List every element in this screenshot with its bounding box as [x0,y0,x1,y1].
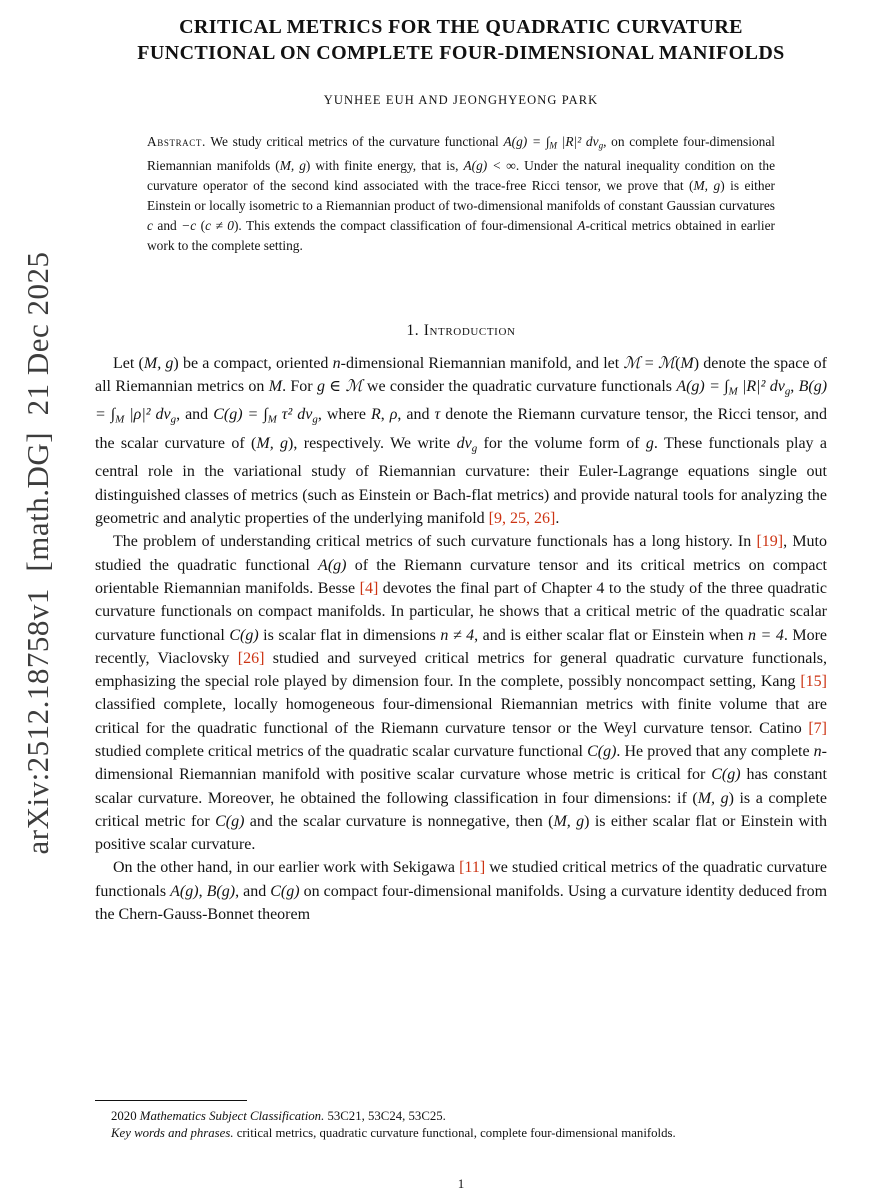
text-segment: M [115,413,125,426]
footnote-rule [95,1100,247,1101]
text-segment: has constant scalar curvature. Moreover, he obtained the following classification in four dimensions: if ( [95,766,827,807]
text-segment: On the other hand, in our earlier work with Sekigawa [113,859,460,877]
text-segment: . More recently, Viaclovsky [95,626,828,667]
footnote-msc [95,1108,827,1125]
text-segment: |R|² dv [737,377,785,395]
title-line-1: CRITICAL METRICS FOR THE QUADRATIC CURVATURE [179,16,743,38]
abstract-block [147,132,775,256]
text-segment: , [790,377,799,395]
text-segment: is scalar flat in dimensions [258,626,441,644]
text-segment: ℳ [623,354,641,372]
text-segment: , and [235,882,271,900]
text-segment: ) with finite energy, that is, [305,157,464,173]
text-segment: Let ( [113,354,144,372]
text-segment: τ² dv [276,406,313,424]
arxiv-stamp: arXiv:2512.18758v1 [math.DG] 21 Dec 2025 [20,251,55,855]
text-segment: M [680,354,694,372]
text-segment: of the Riemann curvature tensor and its critical metrics on compact orientable Riemannian manifolds. Besse [95,556,827,597]
text-segment: . For [282,377,317,395]
text-segment: M [728,385,738,398]
citation-link[interactable]: [4] [359,579,379,597]
text-segment: ). This extends the compact classification of four-dimensional [233,217,578,233]
text-segment: g ∈ ℳ [316,377,363,395]
citation-link[interactable]: [11] [459,859,486,877]
text-segment: . These functionals play a central role in the variational study of Riemannian curvature: their Euler-Lagrange equations single out distinguished classes of metrics (such as Einstein or Bach-flat metrics) and provide natural tools for analyzing the geometric and analytic properties of the underlying manifold [95,434,827,528]
title-line-2: FUNCTIONAL ON COMPLETE FOUR-DIMENSIONAL MANIFOLDS [137,42,785,65]
text-segment: 2020 [111,1109,140,1123]
text-segment: ρ [389,406,398,424]
text-segment: ) be a compact, oriented [173,354,333,372]
text-segment: A(g) = ∫ [676,377,729,395]
text-segment: M, g [693,177,721,193]
text-segment: ℳ [657,354,676,372]
text-segment: we consider the quadratic curvature functionals [362,377,677,395]
text-segment: studied and surveyed critical metrics for general quadratic curvature functionals, emphasizing the special role played by dimension four. In the complete, possibly noncompact setting, Kang [95,649,828,691]
text-segment: R [370,406,381,424]
footnote-block [95,1100,827,1141]
text-segment: B(g) [206,882,236,900]
text-segment: studied complete critical metrics of the quadratic scalar curvature functional [95,743,588,760]
authors-line: YUNHEE EUH AND JEONGHYEONG PARK [323,92,599,107]
text-segment: ) denote the space of all Riemannian metrics on [95,354,827,395]
text-segment: C(g) [270,882,300,900]
text-segment: denote the Riemann curvature tensor, the Ricci tensor, and the scalar curvature of ( [95,406,827,452]
text-segment: . [555,510,560,528]
text-segment: 53C21, 53C24, 53C25. [324,1109,446,1123]
abstract-text [147,134,775,253]
text-segment: , and is either scalar flat or Einstein when [474,626,749,644]
text-segment: −c [181,217,197,233]
text-segment: c [147,217,153,233]
text-segment: g [170,413,177,426]
text-segment: A(g) [170,882,199,900]
text-segment: We study critical metrics of the curvature functional [205,133,504,149]
text-segment: g [598,140,604,151]
text-segment: n [813,743,822,760]
text-segment: = [640,354,658,372]
text-segment: n [332,354,341,372]
text-segment: M [549,140,557,151]
text-segment: ) is a complete critical metric for [95,789,827,830]
citation-link[interactable]: [26] [237,649,265,667]
text-segment: -dimensional Riemannian manifold, and let [340,354,624,372]
paper-content [95,14,827,926]
text-segment: C(g) [229,626,259,644]
text-segment: , [380,406,390,424]
text-segment: and [152,217,182,233]
text-segment: critical metrics, quadratic curvature functional, complete four-dimensional manifolds. [233,1125,676,1140]
text-segment: M [268,377,283,395]
section-heading-introduction: 1. Introduction [406,321,516,339]
paragraph-2 [95,530,827,856]
text-segment: . Under the natural inequality condition on the curvature operator of the second kind associated with the trace-free Ricci tensor, we prove that ( [147,157,776,193]
citation-link[interactable]: [15] [800,673,827,691]
citation-link[interactable]: [19] [756,533,784,551]
text-segment: M, g [553,812,585,830]
text-segment: -critical metrics obtained in earlier work to the complete setting. [147,217,776,253]
text-segment: The problem of understanding critical metrics of such curvature functionals has a long history. In [113,533,757,551]
text-segment: n = 4 [748,626,784,644]
page-number: 1 [457,1176,465,1191]
text-segment: ) is either Einstein or locally isometric to a Riemannian product of two-dimensional manifolds of constant Gaussian curvatures [147,177,776,213]
text-segment: |R|² dv [556,133,599,149]
paper-title [95,14,827,67]
text-segment: c ≠ 0 [205,217,234,233]
text-segment: M, g [697,789,729,807]
text-segment: -dimensional Riemannian manifold with positive scalar curvature whose metric is critical for [95,743,827,784]
text-segment: ( [675,354,681,372]
text-segment: g [312,413,318,426]
text-segment: classified complete, locally homogeneous four-dimensional Riemannian metrics with finite volume that are critical for the quadratic functional of the Riemann curvature tensor or the Weyl curvature tensor. Catino [95,696,827,737]
text-segment: M [267,413,277,426]
text-segment: n ≠ 4 [440,626,475,644]
text-segment: , Muto studied the quadratic functional [95,533,827,574]
text-segment: M, g [279,157,306,173]
abstract-label: Abstract. [147,133,206,149]
text-segment: dv [456,434,472,452]
text-segment: |ρ|² dv [124,406,171,424]
text-segment: for the volume form of [477,434,646,452]
text-segment: A(g) = ∫ [503,133,550,149]
text-segment: A [577,217,586,233]
footnote-keywords [95,1125,827,1142]
text-segment: , and [176,406,214,424]
text-segment: we studied critical metrics of the quadratic curvature functionals [95,859,828,900]
text-segment: g [471,442,478,455]
text-segment: , [198,882,207,900]
text-segment: Key words and phrases. [111,1125,234,1140]
text-segment: , and [397,406,435,424]
text-segment: ), respectively. We write [288,434,457,452]
text-segment: M, g [256,434,289,452]
text-segment: . He proved that any complete [616,743,814,760]
text-segment: Mathematics Subject Classification. [139,1109,325,1123]
text-segment: and the scalar curvature is nonnegative, then ( [244,812,554,830]
text-segment: A(g) [318,556,347,574]
text-segment: ) is either scalar flat or Einstein with positive scalar curvature. [95,812,828,854]
text-segment: C(g) [711,766,741,784]
paragraph-3 [95,856,827,926]
paragraph-1 [95,352,827,531]
citation-link[interactable]: [7] [808,719,827,737]
text-segment: , where [317,406,371,424]
text-segment: C(g) = ∫ [213,406,268,424]
text-segment: , on complete four-dimensional Riemannian manifolds ( [147,133,775,173]
text-segment: B(g) = ∫ [95,377,828,424]
text-segment: τ [434,406,441,424]
text-segment: g [784,385,791,398]
text-segment: ( [196,217,206,233]
text-segment: g [645,434,654,452]
text-segment: devotes the final part of Chapter 4 to the study of the three quadratic curvature functionals on compact manifolds. In particular, he shows that a critical metric of the quadratic scalar curvature functional [95,579,827,644]
text-segment: C(g) [587,743,617,760]
text-segment: M, g [143,354,174,372]
introduction-body [95,352,827,927]
text-segment: A(g) < ∞ [463,157,516,173]
text-segment: C(g) [215,812,245,830]
citation-link[interactable]: [9, 25, 26] [488,510,556,528]
text-segment: on compact four-dimensional manifolds. Using a curvature identity deduced from the Chern-Gauss-Bonnet theorem [95,882,828,924]
